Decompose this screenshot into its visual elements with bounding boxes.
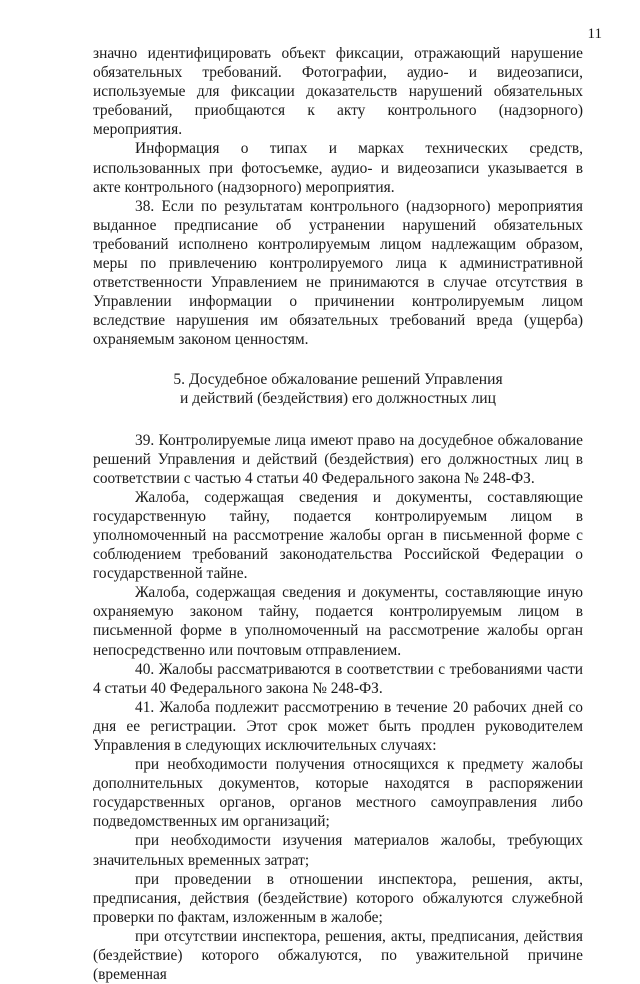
- paragraph: 40. Жалобы рассматриваются в соответствии с требованиями части 4 статьи 40 Федерального закона № 248-ФЗ.: [93, 660, 583, 697]
- paragraph: при проведении в отношении инспектора, решения, акты, предписания, действия (бездействие) которого обжалуются служебной проверки по фактам, изложенным в жалобе;: [93, 870, 583, 926]
- section-heading-line-1: 5. Досудебное обжалование решений Управления: [173, 370, 503, 388]
- paragraph: при отсутствии инспектора, решения, акты, предписания, действия (бездействие) которого обжалуются, по уважительной причине (временная: [93, 927, 583, 984]
- paragraph: Жалоба, содержащая сведения и документы, составляющие иную охраняемую законом тайну, подается контролируемым лицом в письменной форме в уполномоченный на рассмотрение жалобы орган непосредственно или почтовым отправлением.: [93, 584, 583, 659]
- section-heading: [93, 370, 583, 409]
- paragraph: Жалоба, содержащая сведения и документы, составляющие государственную тайну, подается контролируемым лицом в уполномоченный на рассмотрение жалобы орган в письменной форме с соблюдением требований законодательства Российской Федерации о государственной тайне.: [93, 488, 583, 583]
- paragraph: 38. Если по результатам контрольного (надзорного) мероприятия выданное предписание об устранении нарушений обязательных требований исполнено контролируемым лицом надлежащим образом, меры по привлечению контролируемого лица к административной ответственности Управлением не принимаются в случае отсутствия в Управлении информации о причинении контролируемым лицом вследствие нарушения им обязательных требований вреда (ущерба) охраняемым законом ценностям.: [93, 197, 583, 349]
- page-number: 11: [587, 26, 602, 42]
- document-body: [93, 44, 583, 984]
- paragraph: 41. Жалоба подлежит рассмотрению в течение 20 рабочих дней со дня ее регистрации. Этот срок может быть продлен руководителем Управления в следующих исключительных случаях:: [93, 698, 583, 754]
- paragraph: при необходимости получения относящихся к предмету жалобы дополнительных документов, которые находятся в распоряжении государственных органов, органов местного самоуправления либо подведомственных им организаций;: [93, 756, 583, 831]
- paragraph: Информация о типах и марках технических средств, использованных при фотосъемке, аудио- и видеозаписи указывается в акте контрольного (надзорного) мероприятия.: [93, 140, 583, 196]
- paragraph: значно идентифицировать объект фиксации, отражающий нарушение обязательных требований. Фотографии, аудио- и видеозаписи, используемые для фиксации доказательств нарушений обязательных требований, приобщаются к акту контрольного (надзорного) мероприятия.: [93, 45, 583, 139]
- paragraph: при необходимости изучения материалов жалобы, требующих значительных временных затрат;: [93, 832, 583, 869]
- paragraph: 39. Контролируемые лица имеют право на досудебное обжалование решений Управления и действий (бездействия) его должностных лиц в соответствии с частью 4 статьи 40 Федерального закона № 248-ФЗ.: [93, 431, 583, 487]
- section-heading-line-2: и действий (бездействия) его должностных лиц: [180, 390, 496, 407]
